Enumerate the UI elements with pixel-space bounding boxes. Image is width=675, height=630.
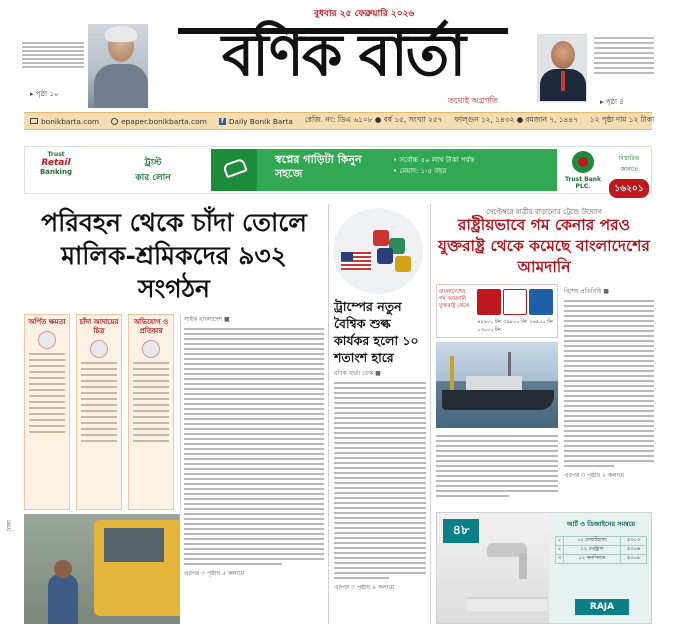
side-tag: ঢাকা [6,520,13,532]
fist-icon [142,340,160,358]
table-row: ৩ ১২ কনসিলড ৫৩০৯ [556,555,647,564]
infobox-column: অভিযোগ ও প্রতিকার [128,314,174,510]
us-flag-icon [341,252,371,270]
lead-infobox [24,314,176,510]
right-body-left [436,432,558,506]
wheat-import-infographic: বাংলাদেশের গম আমদানি যুক্তরাষ্ট্র থেকে ৪২৯০০ টন ৩৯৮০০ টন ২৬৫০০ টন ১৩০০০ টন [436,284,558,338]
ad-point-2: • মেয়াদ: ১-৫ বছর [393,167,447,175]
ad-price-panel [549,513,652,624]
ad-title: আর্ট ও ডিজাইনের সমন্বয়ে [566,520,636,528]
facebook-icon: f [219,118,226,125]
trust-bank-logo: Trust Bank PLC. [561,151,605,189]
epaper-link[interactable]: epaper.bonikbarta.com [105,117,213,126]
lead-photo [24,514,180,624]
website-link[interactable]: bonikbarta.com [24,117,105,126]
tariff-illustration [333,208,423,294]
info-bar [24,112,655,130]
registration-info: রেজি. নং: ডিএ ৬১০৮ ● বর্ষ ১৫, সংখ্যা ২৫৭ [304,115,443,124]
middle-kicker: বণিক বার্তা ডেস্ক ■ [334,370,381,377]
lead-headline[interactable]: পরিবহন থেকে চাঁদা তোলে মালিক-শ্রমিকদের ৯৩২ সংগঠন [41,208,307,303]
table-row: ১ ১২ লেফটহ্যান্ড ৫৩০৩ [556,537,647,546]
infobox-column: অর্পিত ক্ষমতা [24,314,70,510]
ad-badge: ৪৮ [443,519,479,543]
infographic-value: ৩৯৮০০ টন [503,319,527,325]
middle-body [334,368,426,624]
faucet-image [437,513,549,624]
infographic-tile [503,289,527,315]
infographic-value: ২৬৫০০ টন [529,319,553,325]
infographic-value: ১৩০০০ টন [477,327,501,333]
globe-icon [111,118,118,125]
infographic-tile [529,289,553,315]
right-kicker: সেপ্টেম্বরে যাত্রীর বাড়ানোর ট্রেন্ডে উদ্যোগ [485,208,603,216]
column-rule [328,204,329,624]
mail-icon [30,118,38,124]
ad-slogan: স্বপ্নের গাড়িটা কিনুন সহজে [275,153,362,180]
raja-faucet-ad[interactable] [436,512,652,624]
right-continued[interactable]: এরপর ৩ পৃষ্ঠায় ২ কলামে [564,472,625,479]
column-rule [430,204,431,624]
hand-icon [90,340,108,358]
ad-price-table [555,536,647,564]
infographic-value: ৪২৯০০ টন [477,319,501,325]
ad-point-1: • সর্বোচ্চ ৫০ লাখ টাকা পর্যন্ত [393,156,475,164]
table-row: ২ ১২ সেন্ট্রাল ৫৩০৬ [556,546,647,555]
bus-icon [38,331,56,349]
lead-body [184,314,324,624]
cargo-ship-photo [436,342,558,428]
infographic-tile [477,289,501,315]
left-teaser-photo [88,24,148,108]
issue-date: বুধবার ২৫ ফেব্রুয়ারি ২০২৬ [314,9,415,19]
retail-banking-logo: Trust Retail Banking [39,151,73,176]
bank-logo-icon [572,151,594,173]
right-teaser-photo [537,34,587,102]
hotline-number: ১৬২০১ [609,179,649,198]
right-headline[interactable]: রাষ্ট্রীয়ভাবে গম কেনার পরও যুক্তরাষ্ট্র থেকে কমেছে বাংলাদেশের আমদানি [438,215,650,276]
newspaper-title: বণিক বার্তা [221,21,465,89]
middle-continued[interactable]: এরপর ৩ পৃষ্ঠায় ৪ কলামে [334,584,395,591]
price-info: ১২ পৃষ্ঠা দাম ১২ টাকা [589,115,655,124]
right-teaser-text [594,34,654,77]
hotline[interactable]: বিস্তারিত জানতে ১৬২০১ [609,153,649,198]
raja-brand-logo: RAJA [575,599,629,615]
tagline: তথ্যেই অগ্রগতি [448,96,498,105]
infobox-column: চাঁদা আদায়ের চিত্র [76,314,122,510]
right-teaser-page[interactable]: ▸ পৃষ্ঠা ৪ [600,98,624,106]
car-icon [211,149,257,191]
lead-kicker: সাইফ বাংলাদেশ ■ [184,316,230,323]
right-body-right [564,286,654,506]
car-loan-label: ট্রাস্ট কার লোন [135,158,171,183]
calendar-dates: ফাল্গুন ১২, ১৪৩২ ● রমজান ৭, ১৪৪৭ [454,115,578,124]
facebook-link[interactable]: f Daily Bonik Barta [213,117,299,126]
ad-slogan-panel [257,149,557,191]
right-kicker-2: বিশেষ প্রতিনিধি ■ [564,288,609,295]
left-teaser-page[interactable]: ▸ পৃষ্ঠা ১০ [30,90,59,98]
middle-headline[interactable]: ট্রাম্পের নতুন বৈশ্বিক শুল্ক কার্যকর হলো ১০ শতাংশ হারে [334,299,419,365]
column-rule [180,314,181,510]
lead-continued[interactable]: এরপর ৩ পৃষ্ঠায় ৫ কলামে [184,570,245,577]
trust-bank-ad[interactable] [24,146,652,194]
left-teaser-text [22,40,84,70]
